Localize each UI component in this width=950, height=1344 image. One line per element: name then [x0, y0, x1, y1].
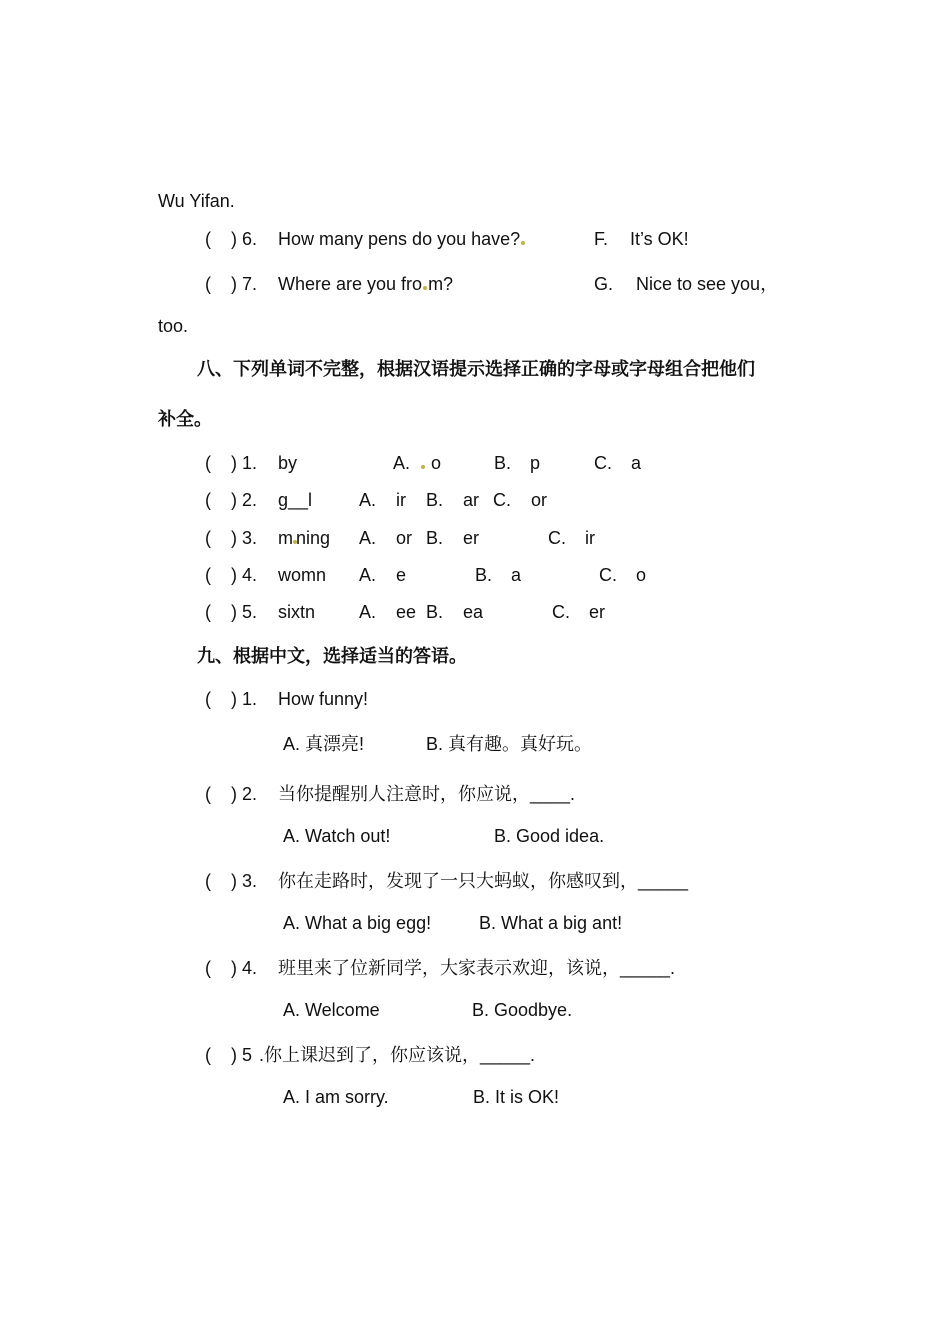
option-text: o — [420, 454, 441, 472]
option-a: A. What a big egg! — [283, 913, 432, 933]
option-b: B. Goodbye. — [472, 1000, 573, 1020]
option-text: o — [636, 565, 647, 585]
carry-over-line: Wu Yifan. — [158, 191, 235, 211]
option-b: B. 真有趣。真好玩。 — [426, 734, 593, 754]
option-text: a — [631, 453, 642, 473]
question-text: 班里来了位新同学，大家表示欢迎，该说，_____. — [278, 958, 676, 978]
option-text: e — [396, 565, 407, 585]
option-letter: C. — [594, 453, 612, 473]
question-number: ) 5 — [231, 1045, 253, 1065]
question-number: ) 7. — [231, 274, 258, 294]
section-heading: 八、下列单词不完整，根据汉语提示选择正确的字母或字母组合把他们 — [197, 359, 755, 380]
question-text: How funny! — [278, 689, 369, 709]
section-heading-cont: 补全。 — [158, 409, 212, 430]
option-b: B. Good idea. — [494, 826, 605, 846]
option-text: a — [511, 565, 522, 585]
marker-dot — [421, 465, 425, 469]
option-letter: B. — [494, 453, 512, 473]
option-letter: B. — [426, 528, 444, 548]
answer-bracket: ( — [205, 490, 211, 510]
option-letter: B. — [426, 490, 444, 510]
question-text: Where are you fro m? — [278, 274, 454, 294]
section-heading: 九、根据中文，选择适当的答语。 — [197, 646, 467, 667]
question-number: ) 4. — [231, 958, 258, 978]
option-a: A. Watch out! — [283, 826, 391, 846]
answer-bracket: ( — [205, 784, 211, 804]
question-number: ) 6. — [231, 229, 258, 249]
option-letter: B. — [426, 602, 444, 622]
option-a: A. Welcome — [283, 1000, 380, 1020]
word-blank: sixtn — [278, 602, 316, 622]
option-b: B. It is OK! — [473, 1087, 560, 1107]
answer-bracket: ( — [205, 1045, 211, 1065]
question-number: ) 2. — [231, 490, 258, 510]
question-number: ) 3. — [231, 528, 258, 548]
option-a: A. I am sorry. — [283, 1087, 389, 1107]
word-blank: by — [278, 453, 298, 473]
question-number: ) 1. — [231, 453, 258, 473]
option-text: or — [396, 528, 413, 548]
question-number: ) 1. — [231, 689, 258, 709]
answer-bracket: ( — [205, 958, 211, 978]
option-letter: A. — [359, 490, 377, 510]
question-text: 你在走路时，发现了一只大蚂蚁，你感叹到，_____ — [278, 871, 689, 891]
answer-bracket: ( — [205, 565, 211, 585]
option-text: ir — [585, 528, 595, 548]
option-letter: G. — [594, 274, 614, 294]
carry-over-line: too. — [158, 316, 189, 336]
question-number: ) 3. — [231, 871, 258, 891]
option-text: It’s OK! — [630, 229, 689, 249]
question-number: ) 4. — [231, 565, 258, 585]
question-text: How many pens do you have? — [278, 230, 526, 248]
marker-dot — [423, 286, 427, 290]
word-blank: g__l — [278, 490, 313, 510]
answer-bracket: ( — [205, 871, 211, 891]
option-a: A. 真漂亮! — [283, 734, 365, 754]
option-text: ea — [463, 602, 484, 622]
option-letter: A. — [359, 528, 377, 548]
option-letter: F. — [594, 229, 609, 249]
option-letter: B. — [475, 565, 493, 585]
option-text: er — [589, 602, 606, 622]
answer-bracket: ( — [205, 453, 211, 473]
option-letter: C. — [599, 565, 617, 585]
option-letter: C. — [493, 490, 511, 510]
question-number: ) 2. — [231, 784, 258, 804]
option-text: ir — [396, 490, 406, 510]
answer-bracket: ( — [205, 602, 211, 622]
answer-bracket: ( — [205, 689, 211, 709]
option-text: er — [463, 528, 480, 548]
option-letter: A. — [359, 602, 377, 622]
answer-bracket: ( — [205, 528, 211, 548]
question-text: .你上课迟到了，你应该说，_____. — [259, 1045, 536, 1065]
question-number: ) 5. — [231, 602, 258, 622]
option-letter: A. — [359, 565, 377, 585]
option-b: B. What a big ant! — [479, 913, 623, 933]
option-text: p — [530, 453, 541, 473]
option-text: or — [531, 490, 548, 510]
option-text: ee — [396, 602, 417, 622]
word-blank: m ning — [278, 528, 331, 548]
word-blank: womn — [278, 565, 327, 585]
option-letter: C. — [552, 602, 570, 622]
question-text: 当你提醒别人注意时，你应说，____. — [278, 784, 576, 804]
option-text: ar — [463, 490, 480, 510]
option-letter: A. — [393, 453, 411, 473]
answer-bracket: ( — [205, 274, 211, 294]
option-text: Nice to see you， — [636, 274, 779, 294]
answer-bracket: ( — [205, 229, 211, 249]
marker-dot — [521, 241, 525, 245]
option-letter: C. — [548, 528, 566, 548]
